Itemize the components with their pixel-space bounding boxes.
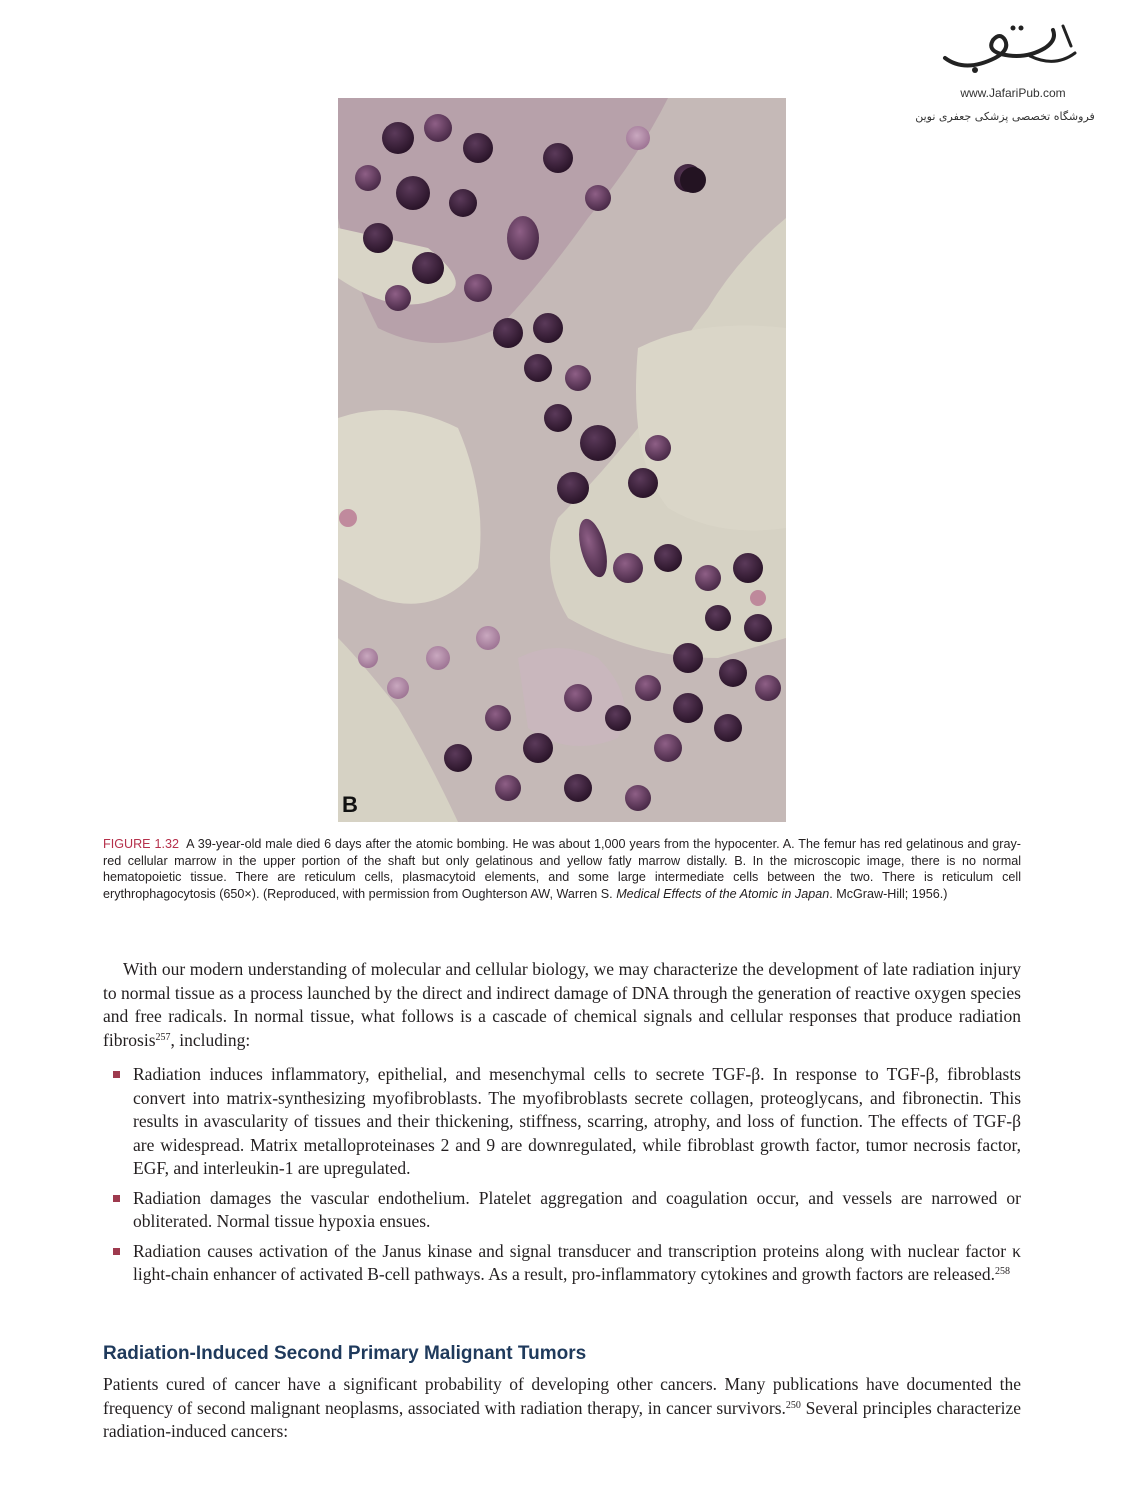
list-item	[103, 1063, 1021, 1181]
caption-text-end: . McGraw-Hill; 1956.)	[829, 886, 948, 901]
section-heading: Radiation-Induced Second Primary Malignant Tumors	[103, 1343, 587, 1364]
caption-italic-title: Medical Effects of the Atomic in Japan	[616, 886, 830, 901]
micrograph-image	[338, 98, 786, 822]
section-paragraph	[103, 1373, 1021, 1444]
logo-tagline: فروشگاه تخصصی پزشکی جعفری نوین	[915, 110, 1095, 123]
bullet-square-icon	[113, 1248, 120, 1255]
reference-258: 258	[995, 1266, 1011, 1277]
bullet-text: Radiation induces inflammatory, epithelial, and mesenchymal cells to secrete TGF-β. In response to TGF-β, fibroblasts convert into matrix-synthesizing myofibroblasts. The myofibroblasts secrete collagen, proteoglycans, and fibronectin. This results in avascularity of tissues and their thickening, stiffness, scarring, atrophy, and loss of function. The effects of TGF-β are widespread. Matrix metalloproteinases 2 and 9 are downregulated, while fibroblast growth factor, tumor necrosis factor, EGF, and interleukin-1 are upregulated.	[133, 1064, 1021, 1178]
logo-url: www.JafariPub.com	[960, 86, 1066, 100]
list-item	[103, 1240, 1021, 1287]
micrograph-drawing	[338, 98, 786, 822]
intro-paragraph	[103, 958, 1021, 1052]
bullet-list	[103, 1063, 1021, 1293]
intro-text: With our modern understanding of molecular and cellular biology, we may characterize the development of late radiation injury to normal tissue as a process launched by the direct and indirect damage of DNA through the generation of reactive oxygen species and free radicals. In normal tissue, what follows is a cascade of chemical signals and cellular responses that produce radiation fibrosis	[103, 959, 1021, 1050]
bullet-text: Radiation damages the vascular endothelium. Platelet aggregation and coagulation occur, and vessels are narrowed or obliterated. Normal tissue hypoxia ensues.	[133, 1187, 1021, 1231]
bullet-square-icon	[113, 1195, 120, 1202]
publisher-logo	[915, 18, 1100, 128]
section-text: Patients cured of cancer have a significant probability of developing other cancers. Many publications have documented the frequency of second malignant neoplasms, associated with radiation therapy, in cancer survivors.	[103, 1374, 1021, 1418]
intro-tail: , including:	[170, 1029, 251, 1050]
logo-calligraphy-icon	[935, 18, 1085, 78]
figure-caption	[103, 836, 1021, 902]
list-item	[103, 1187, 1021, 1234]
bullet-square-icon	[113, 1071, 120, 1078]
reference-250: 250	[785, 1399, 801, 1411]
bullet-text: Radiation causes activation of the Janus kinase and signal transducer and transcription proteins along with nuclear factor κ light-chain enhancer of activated B-cell pathways. As a result, pro-inflammatory cytokines and growth factors are released.	[133, 1240, 1021, 1284]
caption-text: A 39-year-old male died 6 days after the atomic bombing. He was about 1,000 years from the hypocenter. A. The femur has red gelatinous and gray-red cellular marrow in the upper portion of the shaft but only gelatinous and yellow fatly marrow distally. B. In the microscopic image, there is no normal hematopoietic tissue. There are reticulum cells, plasmacytoid elements, and some large intermediate cells between the two. There is reticulum cell erythrophagocytosis (650×). (Reproduced, with permission from Oughterson AW, Warren S.	[103, 837, 1021, 901]
panel-label: B	[342, 792, 358, 817]
reference-257: 257	[155, 1031, 171, 1043]
figure-label: FIGURE 1.32	[103, 837, 179, 851]
section-tail: Several principles characterize radiation-induced cancers:	[103, 1397, 1022, 1441]
